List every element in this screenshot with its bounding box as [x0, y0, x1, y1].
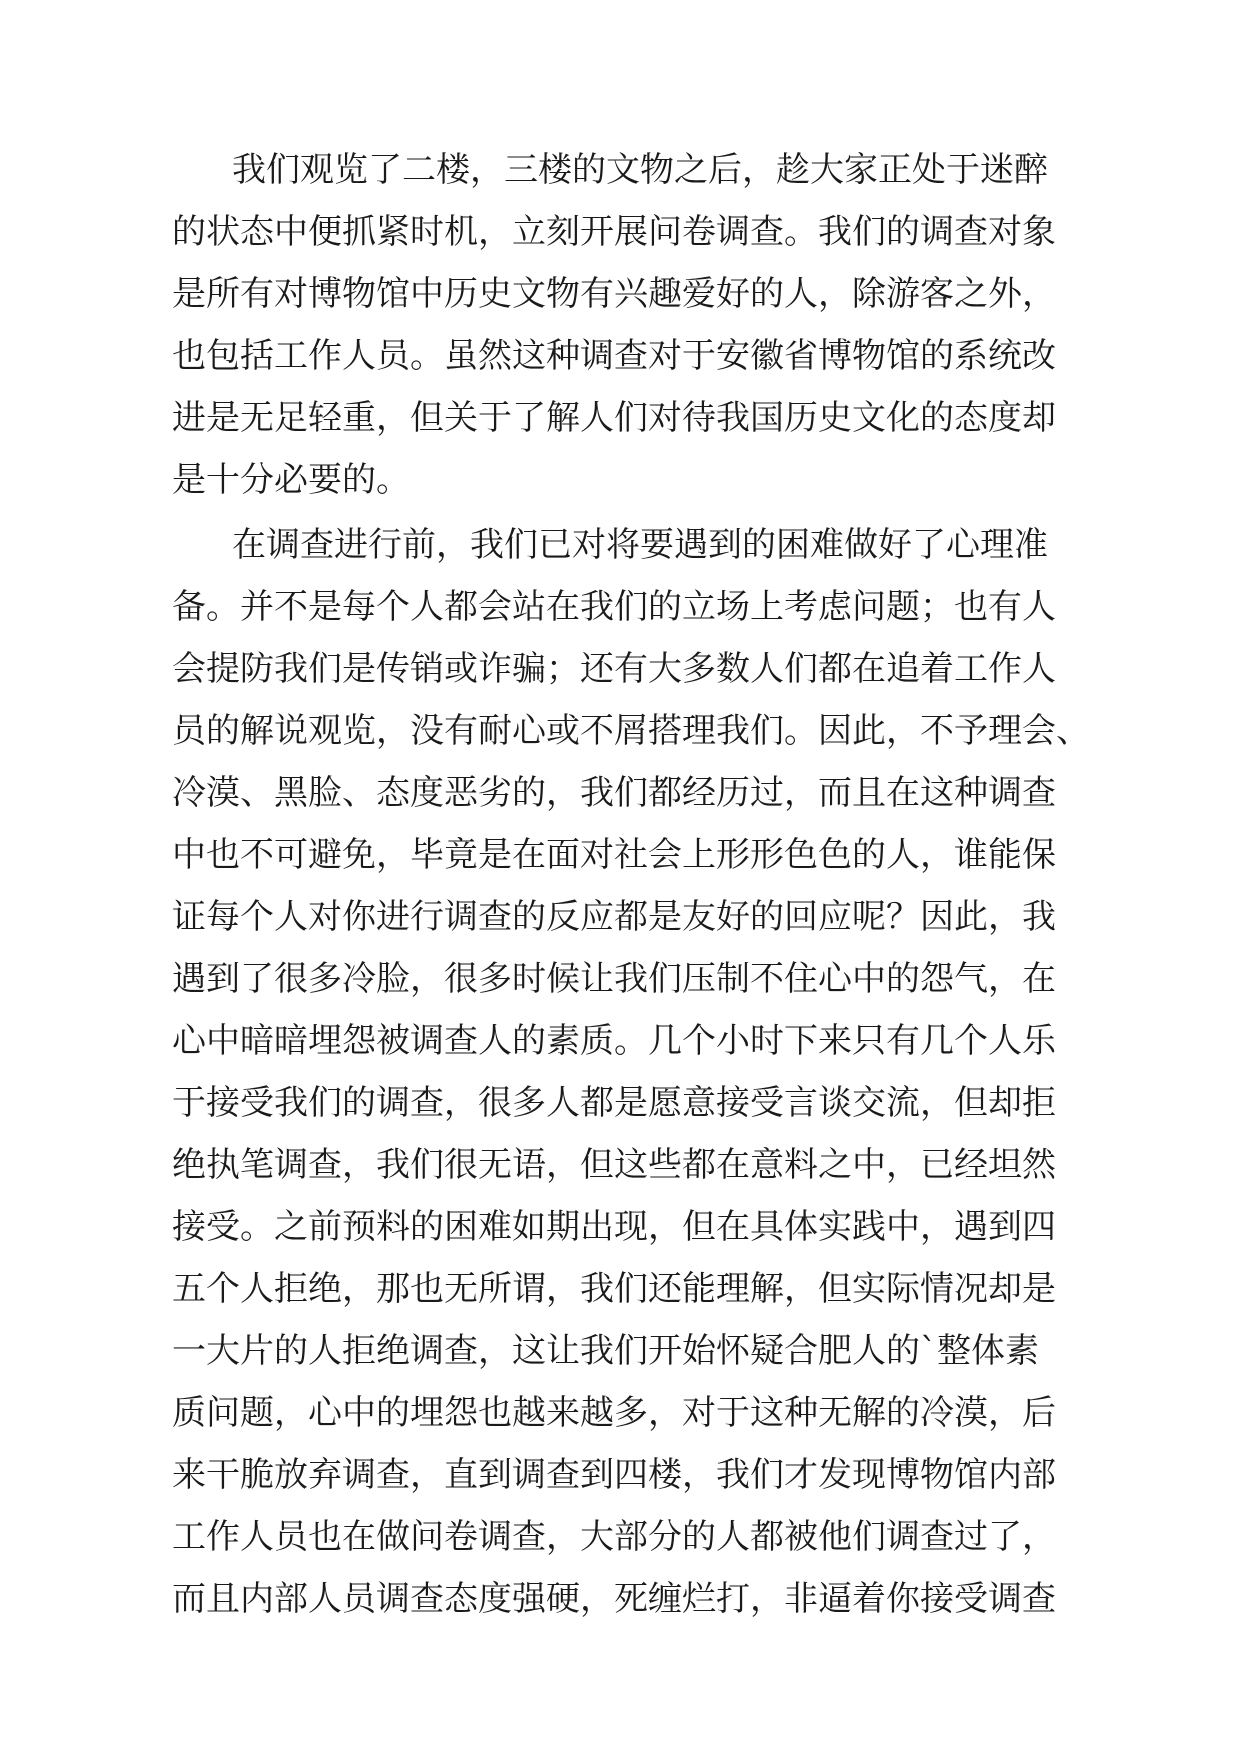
paragraph-2-line-7: 证每个人对你进行调查的反应都是友好的回应呢？因此，我	[172, 897, 1056, 937]
paragraph-2-line-16: 来干脆放弃调查，直到调查到四楼，我们才发现博物馆内部	[172, 1455, 1056, 1495]
paragraph-2-line-15: 质问题，心中的埋怨也越来越多，对于这种无解的冷漠，后	[172, 1393, 1056, 1433]
paragraph-1-line-1: 我们观览了二楼，三楼的文物之后，趁大家正处于迷醉	[232, 150, 1048, 190]
paragraph-1-line-4: 也包括工作人员。虽然这种调查对于安徽省博物馆的系统改	[172, 336, 1056, 376]
paragraph-2-line-11: 绝执笔调查，我们很无语，但这些都在意料之中，已经坦然	[172, 1145, 1056, 1185]
paragraph-2-line-5: 冷漠、黑脸、态度恶劣的，我们都经历过，而且在这种调查	[172, 773, 1056, 813]
paragraph-2-line-2: 备。并不是每个人都会站在我们的立场上考虑问题；也有人	[172, 587, 1056, 627]
paragraph-1-line-2: 的状态中便抓紧时机，立刻开展问卷调查。我们的调查对象	[172, 212, 1056, 252]
paragraph-2-line-18: 而且内部人员调查态度强硬，死缠烂打，非逼着你接受调查	[172, 1579, 1056, 1619]
paragraph-2-line-8: 遇到了很多冷脸，很多时候让我们压制不住心中的怨气，在	[172, 959, 1056, 999]
paragraph-2-line-1: 在调查进行前，我们已对将要遇到的困难做好了心理准	[232, 525, 1048, 565]
paragraph-2-line-13: 五个人拒绝，那也无所谓，我们还能理解，但实际情况却是	[172, 1269, 1056, 1309]
paragraph-2-line-6: 中也不可避免，毕竟是在面对社会上形形色色的人，谁能保	[172, 835, 1056, 875]
paragraph-2-line-10: 于接受我们的调查，很多人都是愿意接受言谈交流，但却拒	[172, 1083, 1056, 1123]
paragraph-2-line-12: 接受。之前预料的困难如期出现，但在具体实践中，遇到四	[172, 1207, 1056, 1247]
paragraph-1-line-3: 是所有对博物馆中历史文物有兴趣爱好的人，除游客之外，	[172, 274, 1056, 314]
paragraph-2-line-9: 心中暗暗埋怨被调查人的素质。几个小时下来只有几个人乐	[172, 1021, 1056, 1061]
paragraph-2-line-17: 工作人员也在做问卷调查，大部分的人都被他们调查过了，	[172, 1517, 1056, 1557]
paragraph-1-line-6: 是十分必要的。	[172, 460, 410, 500]
paragraph-2-line-14: 一大片的人拒绝调查，这让我们开始怀疑合肥人的`整体素	[172, 1331, 1039, 1371]
paragraph-2-line-4: 员的解说观览，没有耐心或不屑搭理我们。因此，不予理会、	[172, 711, 1090, 751]
paragraph-1-line-5: 进是无足轻重，但关于了解人们对待我国历史文化的态度却	[172, 398, 1056, 438]
paragraph-2-line-3: 会提防我们是传销或诈骗；还有大多数人们都在追着工作人	[172, 649, 1056, 689]
